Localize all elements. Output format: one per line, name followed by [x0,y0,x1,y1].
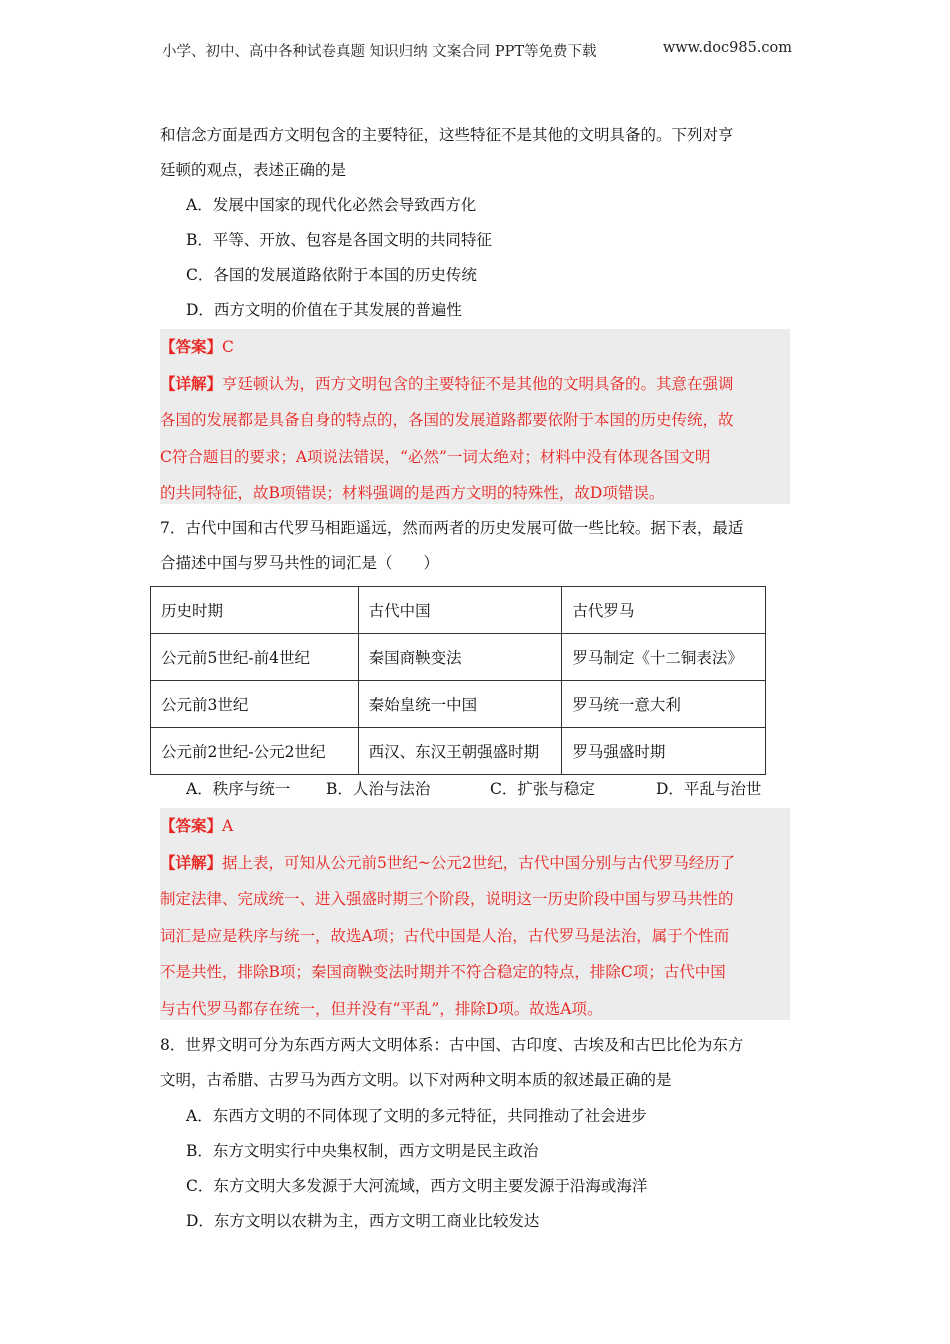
table-cell: 罗马制定《十二铜表法》 [562,634,766,681]
q6-option-d: D．西方文明的价值在于其发展的普遍性 [186,301,462,319]
q7-option-d: D．平乱与治世 [656,780,762,798]
q6-detail-line: 各国的发展都是具备自身的特点的，各国的发展道路都要依附于本国的历史传统，故 [160,411,734,429]
q8-stem-line: 8．世界文明可分为东西方两大文明体系：古中国、古印度、古埃及和古巴比伦为东方 [160,1036,744,1054]
header-site-url[interactable]: www.doc985.com [662,40,792,56]
table-cell: 西汉、东汉王朝强盛时期 [358,728,562,775]
table-header-cell: 古代罗马 [562,587,766,634]
q7-option-b: B．人治与法治 [326,780,431,798]
table-cell: 罗马强盛时期 [562,728,766,775]
q6-answer-value: C [222,338,234,356]
table-row [151,728,766,775]
answer-tag: 【答案】 [160,816,223,835]
table-header-cell: 古代中国 [358,587,562,634]
detail-tag: 【详解】 [160,852,223,872]
q8-option-c: C．东方文明大多发源于大河流域，西方文明主要发源于沿海或海洋 [186,1177,648,1195]
q8-option-a: A．东西方文明的不同体现了文明的多元特征，共同推动了社会进步 [186,1107,647,1125]
q6-answer-block [160,329,790,504]
q7-stem-line: 7．古代中国和古代罗马相距遥远，然而两者的历史发展可做一些比较。据下表，最适 [160,519,744,537]
table-cell: 罗马统一意大利 [562,681,766,728]
comparison-table [150,586,766,775]
q6-option-a: A．发展中国家的现代化必然会导致西方化 [186,196,477,214]
q6-detail-line [160,366,790,403]
q8-stem [160,1028,790,1098]
table-cell: 公元前5世纪-前4世纪 [151,634,359,681]
q7-detail-line [160,845,790,882]
q7-detail-line: 不是共性，排除B项；秦国商鞅变法时期并不符合稳定的特点，排除C项；古代中国 [160,963,726,981]
q6-detail-line: C符合题目的要求；A项说法错误，“必然”一词太绝对；材料中没有体现各国文明 [160,447,711,466]
q7-option-a: A．秩序与统一 [186,780,291,798]
q8-option-b: B．东方文明实行中央集权制，西方文明是民主政治 [186,1142,539,1160]
detail-tag: 【详解】 [160,373,223,393]
answer-tag: 【答案】 [160,337,223,356]
q8-option-d: D．东方文明以农耕为主，西方文明工商业比较发达 [186,1212,540,1230]
q8-stem-line: 文明，古希腊、古罗马为西方文明。以下对两种文明本质的叙述最正确的是 [160,1071,672,1089]
page-header [162,40,792,61]
q6-option-b: B．平等、开放、包容是各国文明的共同特征 [186,231,492,249]
table-cell: 秦始皇统一中国 [358,681,562,728]
q7-detail-text: 据上表，可知从公元前5世纪~公元2世纪，古代中国分别与古代罗马经历了 [222,853,736,872]
table-row [151,681,766,728]
q6-option-c: C．各国的发展道路依附于本国的历史传统 [186,266,477,284]
q6-detail-text: 亨廷顿认为，西方文明包含的主要特征不是其他的文明具备的。其意在强调 [222,374,734,393]
q7-detail-line: 制定法律、完成统一、进入强盛时期三个阶段，说明这一历史阶段中国与罗马共性的 [160,890,734,908]
table-cell: 公元前3世纪 [151,681,359,728]
table-row [151,634,766,681]
q7-detail-line: 词汇是应是秩序与统一，故选A项；古代中国是人治，古代罗马是法治，属于个性而 [160,926,730,945]
table-header-cell: 历史时期 [151,587,359,634]
table-cell: 公元前2世纪-公元2世纪 [151,728,359,775]
q6-detail-line: 的共同特征，故B项错误；材料强调的是西方文明的特殊性，故D项错误。 [160,484,665,502]
q7-answer-line [160,808,790,845]
table-cell: 秦国商鞅变法 [358,634,562,681]
q7-answer-block [160,808,790,1020]
q7-stem-line: 合描述中国与罗马共性的词汇是（ ） [160,554,440,572]
q6-answer-line [160,329,790,366]
q7-stem [160,511,790,581]
q6-stem-line: 廷顿的观点，表述正确的是 [160,161,347,179]
q6-stem [160,118,790,188]
q7-answer-value: A [222,817,234,835]
q7-option-c: C．扩张与稳定 [490,780,595,798]
q6-stem-line: 和信念方面是西方文明包含的主要特征，这些特征不是其他的文明具备的。下列对亨 [160,126,734,144]
q7-detail-line: 与古代罗马都存在统一，但并没有“平乱”，排除D项。故选A项。 [160,999,603,1018]
header-site-description: 小学、初中、高中各种试卷真题 知识归纳 文案合同 PPT等免费下载 [162,44,597,60]
table-header-row [151,587,766,634]
